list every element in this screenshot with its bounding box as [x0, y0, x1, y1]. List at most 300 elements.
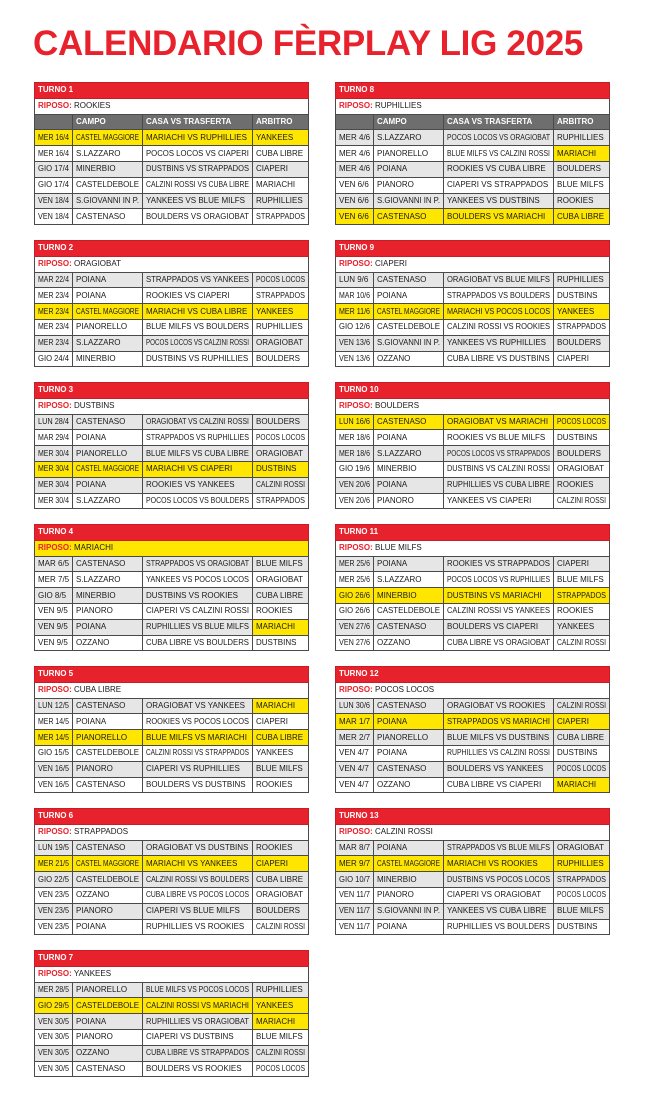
match-campo: PIANORELLO — [73, 730, 143, 746]
match-date: MER 21/5 — [35, 856, 73, 872]
column-header-match: CASA VS TRASFERTA — [444, 114, 554, 130]
riposo-row — [35, 98, 309, 114]
riposo-team: RUPHILLIES — [375, 101, 422, 111]
match-row — [35, 730, 309, 746]
riposo-cell — [336, 256, 610, 272]
match-arbitro: DUSTBINS — [554, 288, 610, 304]
turno-table — [335, 666, 610, 793]
column-header-date — [336, 114, 374, 130]
match-match: POCOS LOCOS VS CIAPERI — [143, 146, 253, 162]
match-campo: MINERBIO — [73, 351, 143, 367]
match-date: VEN 13/6 — [336, 351, 374, 367]
match-arbitro: ORAGIOBAT — [253, 446, 309, 462]
match-arbitro: STRAPPADOS — [253, 493, 309, 509]
match-arbitro: ROOKIES — [253, 840, 309, 856]
match-row — [336, 319, 610, 335]
match-match: POCOS LOCOS VS CALZINI ROSSI — [143, 335, 253, 351]
match-row — [35, 161, 309, 177]
match-row — [35, 130, 309, 146]
turno-table — [34, 524, 309, 651]
riposo-row — [336, 682, 610, 698]
match-match: CALZINI ROSSI VS MARIACHI — [143, 998, 253, 1014]
match-campo: PIANORELLO — [374, 146, 444, 162]
match-date: VEN 4/7 — [336, 745, 374, 761]
match-campo: CASTENASO — [374, 414, 444, 430]
match-campo: POIANA — [374, 919, 444, 935]
match-date: MAR 1/7 — [336, 714, 374, 730]
match-row — [35, 209, 309, 225]
match-campo: PIANORELLO — [374, 730, 444, 746]
match-arbitro: STRAPPADOS — [253, 288, 309, 304]
turno-table — [34, 950, 309, 1077]
match-row — [336, 588, 610, 604]
match-arbitro: MARIACHI — [253, 619, 309, 635]
match-date: MER 23/4 — [35, 304, 73, 320]
riposo-team: ORAGIOBAT — [74, 259, 121, 269]
riposo-team: CALZINI ROSSI — [375, 827, 433, 837]
match-arbitro: ROOKIES — [554, 193, 610, 209]
match-arbitro: CUBA LIBRE — [253, 588, 309, 604]
match-arbitro: BLUE MILFS — [554, 903, 610, 919]
match-campo: PIANORO — [374, 887, 444, 903]
match-match: DUSTBINS VS RUPHILLIES — [143, 351, 253, 367]
match-arbitro: YANKEES — [253, 130, 309, 146]
match-campo: MINERBIO — [73, 161, 143, 177]
match-campo: CASTEL MAGGIORE — [374, 856, 444, 872]
match-date: VEN 30/5 — [35, 1014, 73, 1030]
match-match: DUSTBINS VS MARIACHI — [444, 588, 554, 604]
match-date: VEN 16/5 — [35, 777, 73, 793]
match-row — [35, 461, 309, 477]
match-row — [336, 745, 610, 761]
match-arbitro: RUPHILLIES — [554, 272, 610, 288]
match-match: ROOKIES VS STRAPPADOS — [444, 556, 554, 572]
match-row — [336, 430, 610, 446]
match-campo: MINERBIO — [73, 588, 143, 604]
match-row — [336, 193, 610, 209]
match-date: VEN 18/4 — [35, 193, 73, 209]
match-campo: POIANA — [73, 619, 143, 635]
match-match: STRAPPADOS VS YANKEES — [143, 272, 253, 288]
match-row — [336, 840, 610, 856]
match-campo: POIANA — [374, 430, 444, 446]
match-row — [35, 1014, 309, 1030]
riposo-team: STRAPPADOS — [74, 827, 129, 837]
match-row — [35, 856, 309, 872]
riposo-label: RIPOSO: — [38, 259, 72, 269]
match-date: MER 30/4 — [35, 493, 73, 509]
match-campo: POIANA — [73, 714, 143, 730]
riposo-team: CIAPERI — [375, 259, 408, 269]
page-title: CALENDARIO FÈRPLAY LIG 2025 — [33, 24, 584, 63]
riposo-cell — [336, 682, 610, 698]
match-match: CUBA LIBRE VS BOULDERS — [143, 635, 253, 651]
match-campo: PIANORO — [374, 177, 444, 193]
turno-header — [35, 525, 309, 541]
match-campo: CASTELDEBOLE — [73, 177, 143, 193]
turno-title: TURNO 5 — [35, 667, 309, 683]
match-date: VEN 30/5 — [35, 1061, 73, 1077]
match-arbitro: MARIACHI — [253, 177, 309, 193]
match-match: BOULDERS VS MARIACHI — [444, 209, 554, 225]
match-arbitro: ROOKIES — [253, 777, 309, 793]
match-row — [35, 572, 309, 588]
match-row — [336, 572, 610, 588]
match-match: STRAPPADOS VS ORAGIOBAT — [143, 556, 253, 572]
turno-title: TURNO 11 — [336, 525, 610, 541]
riposo-label: RIPOSO: — [38, 827, 72, 837]
match-match: ORAGIOBAT VS CALZINI ROSSI — [143, 414, 253, 430]
match-campo: CASTENASO — [73, 777, 143, 793]
match-match: ORAGIOBAT VS YANKEES — [143, 698, 253, 714]
match-campo: POIANA — [374, 477, 444, 493]
riposo-cell — [336, 540, 610, 556]
match-campo: POIANA — [73, 288, 143, 304]
turno-table — [335, 240, 610, 367]
match-match: BLUE MILFS VS POCOS LOCOS — [143, 982, 253, 998]
turno-title: TURNO 3 — [35, 383, 309, 399]
match-arbitro: CUBA LIBRE — [554, 730, 610, 746]
turno-table — [34, 666, 309, 793]
match-date: GIO 26/6 — [336, 588, 374, 604]
riposo-row — [35, 398, 309, 414]
riposo-row — [336, 256, 610, 272]
match-row — [336, 903, 610, 919]
match-match: DUSTBINS VS STRAPPADOS — [143, 161, 253, 177]
riposo-team: MARIACHI — [74, 543, 114, 553]
match-date: MER 4/6 — [336, 161, 374, 177]
match-arbitro: STRAPPADOS — [253, 209, 309, 225]
match-campo: CASTELDEBOLE — [73, 872, 143, 888]
match-match: CIAPERI VS RUPHILLIES — [143, 761, 253, 777]
riposo-cell — [35, 98, 309, 114]
match-date: MER 25/6 — [336, 556, 374, 572]
match-arbitro: CALZINI ROSSI — [253, 919, 309, 935]
match-date: VEN 9/5 — [35, 603, 73, 619]
match-arbitro: BLUE MILFS — [253, 1029, 309, 1045]
match-match: YANKEES VS CIAPERI — [444, 493, 554, 509]
column-header-campo: CAMPO — [73, 114, 143, 130]
match-date: LUN 12/5 — [35, 698, 73, 714]
match-campo: CASTEL MAGGIORE — [73, 461, 143, 477]
match-date: VEN 11/7 — [336, 919, 374, 935]
match-arbitro: YANKEES — [253, 998, 309, 1014]
turno-title: TURNO 12 — [336, 667, 610, 683]
match-row — [35, 903, 309, 919]
match-date: GIO 15/5 — [35, 745, 73, 761]
match-arbitro: RUPHILLIES — [253, 193, 309, 209]
riposo-cell — [336, 98, 610, 114]
match-match: BLUE MILFS VS DUSTBINS — [444, 730, 554, 746]
match-row — [35, 919, 309, 935]
match-match: RUPHILLIES VS ORAGIOBAT — [143, 1014, 253, 1030]
match-match: BOULDERS VS ORAGIOBAT — [143, 209, 253, 225]
match-campo: POIANA — [73, 272, 143, 288]
riposo-team: ROOKIES — [74, 101, 111, 111]
match-date: LUN 28/4 — [35, 414, 73, 430]
match-date: GIO 24/4 — [35, 351, 73, 367]
match-row — [336, 919, 610, 935]
match-match: CUBA LIBRE VS STRAPPADOS — [143, 1045, 253, 1061]
match-arbitro: CIAPERI — [253, 856, 309, 872]
match-row — [35, 335, 309, 351]
match-campo: CASTEL MAGGIORE — [374, 304, 444, 320]
match-row — [336, 461, 610, 477]
match-match: RUPHILLIES VS BLUE MILFS — [143, 619, 253, 635]
match-match: MARIACHI VS CUBA LIBRE — [143, 304, 253, 320]
match-date: GIO 10/7 — [336, 872, 374, 888]
match-arbitro: BOULDERS — [554, 335, 610, 351]
turno-header — [336, 383, 610, 399]
riposo-label: RIPOSO: — [339, 543, 373, 553]
column-header-row — [336, 114, 610, 130]
match-arbitro: BOULDERS — [253, 351, 309, 367]
match-row — [336, 556, 610, 572]
match-row — [35, 493, 309, 509]
riposo-label: RIPOSO: — [38, 969, 72, 979]
match-arbitro: BLUE MILFS — [554, 177, 610, 193]
match-match: ROOKIES VS POCOS LOCOS — [143, 714, 253, 730]
riposo-label: RIPOSO: — [38, 685, 72, 695]
match-match: MARIACHI VS RUPHILLIES — [143, 130, 253, 146]
match-row — [35, 619, 309, 635]
turno-header — [336, 241, 610, 257]
match-arbitro: ROOKIES — [554, 603, 610, 619]
match-date: VEN 20/6 — [336, 477, 374, 493]
match-date: MER 14/5 — [35, 714, 73, 730]
riposo-row — [336, 98, 610, 114]
match-arbitro: CALZINI ROSSI — [554, 493, 610, 509]
match-row — [336, 272, 610, 288]
riposo-label: RIPOSO: — [38, 543, 72, 553]
match-arbitro: BLUE MILFS — [253, 761, 309, 777]
riposo-team: BOULDERS — [375, 401, 420, 411]
match-row — [336, 603, 610, 619]
match-arbitro: RUPHILLIES — [253, 982, 309, 998]
turno-title: TURNO 7 — [35, 951, 309, 967]
match-row — [336, 146, 610, 162]
match-arbitro: ROOKIES — [253, 603, 309, 619]
match-arbitro: ORAGIOBAT — [554, 840, 610, 856]
match-date: VEN 18/4 — [35, 209, 73, 225]
turno-title: TURNO 4 — [35, 525, 309, 541]
turno-title: TURNO 13 — [336, 809, 610, 825]
match-match: STRAPPADOS VS BOULDERS — [444, 288, 554, 304]
match-campo: POIANA — [374, 288, 444, 304]
match-campo: CASTELDEBOLE — [374, 603, 444, 619]
match-match: CALZINI ROSSI VS YANKEES — [444, 603, 554, 619]
riposo-cell — [35, 256, 309, 272]
match-row — [336, 161, 610, 177]
match-campo: OZZANO — [374, 351, 444, 367]
match-campo: POIANA — [374, 840, 444, 856]
turno-title: TURNO 1 — [35, 83, 309, 99]
turno-header — [35, 951, 309, 967]
match-match: BLUE MILFS VS BOULDERS — [143, 319, 253, 335]
match-campo: PIANORELLO — [73, 446, 143, 462]
match-match: MARIACHI VS POCOS LOCOS — [444, 304, 554, 320]
match-arbitro: YANKEES — [554, 304, 610, 320]
match-date: MER 4/6 — [336, 146, 374, 162]
match-campo: OZZANO — [73, 887, 143, 903]
match-match: POCOS LOCOS VS RUPHILLIES — [444, 572, 554, 588]
match-campo: S.LAZZARO — [374, 572, 444, 588]
match-date: GIO 17/4 — [35, 161, 73, 177]
riposo-label: RIPOSO: — [339, 259, 373, 269]
match-row — [35, 777, 309, 793]
match-campo: OZZANO — [374, 635, 444, 651]
match-date: VEN 11/7 — [336, 903, 374, 919]
column-header-campo: CAMPO — [374, 114, 444, 130]
match-match: CALZINI ROSSI VS STRAPPADOS — [143, 745, 253, 761]
match-row — [35, 998, 309, 1014]
match-arbitro: POCOS LOCOS — [554, 414, 610, 430]
riposo-cell — [35, 966, 309, 982]
match-arbitro: YANKEES — [554, 619, 610, 635]
match-campo: S.GIOVANNI IN P. — [374, 193, 444, 209]
match-arbitro: ORAGIOBAT — [253, 335, 309, 351]
match-match: ORAGIOBAT VS ROOKIES — [444, 698, 554, 714]
match-campo: POIANA — [374, 161, 444, 177]
match-arbitro: POCOS LOCOS — [253, 272, 309, 288]
match-campo: CASTENASO — [374, 272, 444, 288]
match-match: BOULDERS VS CIAPERI — [444, 619, 554, 635]
riposo-team: CUBA LIBRE — [74, 685, 122, 695]
match-row — [336, 130, 610, 146]
match-match: BLUE MILFS VS CALZINI ROSSI — [444, 146, 554, 162]
match-row — [35, 603, 309, 619]
match-arbitro: DUSTBINS — [554, 430, 610, 446]
turno-header — [336, 83, 610, 99]
match-row — [336, 635, 610, 651]
match-match: CIAPERI VS DUSTBINS — [143, 1029, 253, 1045]
match-date: MER 23/4 — [35, 335, 73, 351]
match-row — [336, 730, 610, 746]
match-row — [336, 288, 610, 304]
match-date: MAR 29/4 — [35, 430, 73, 446]
riposo-label: RIPOSO: — [38, 401, 72, 411]
match-row — [336, 414, 610, 430]
match-campo: POIANA — [73, 477, 143, 493]
match-row — [336, 209, 610, 225]
match-date: VEN 11/7 — [336, 887, 374, 903]
match-row — [35, 635, 309, 651]
match-match: YANKEES VS DUSTBINS — [444, 193, 554, 209]
match-date: MER 16/4 — [35, 146, 73, 162]
match-campo: PIANORO — [73, 1029, 143, 1045]
match-campo: S.LAZZARO — [73, 572, 143, 588]
turno-table — [34, 82, 309, 225]
match-date: MER 30/4 — [35, 446, 73, 462]
match-date: LUN 16/6 — [336, 414, 374, 430]
match-row — [35, 588, 309, 604]
match-campo: POIANA — [374, 556, 444, 572]
match-arbitro: ORAGIOBAT — [253, 887, 309, 903]
turno-table — [335, 382, 610, 509]
match-campo: CASTENASO — [73, 209, 143, 225]
match-row — [35, 177, 309, 193]
turno-header — [35, 809, 309, 825]
match-match: POCOS LOCOS VS BOULDERS — [143, 493, 253, 509]
match-date: MER 18/6 — [336, 430, 374, 446]
match-date: GIO 22/5 — [35, 872, 73, 888]
turno-title: TURNO 10 — [336, 383, 610, 399]
match-row — [336, 887, 610, 903]
match-row — [336, 714, 610, 730]
riposo-row — [336, 824, 610, 840]
match-match: DUSTBINS VS ROOKIES — [143, 588, 253, 604]
match-match: RUPHILLIES VS CUBA LIBRE — [444, 477, 554, 493]
match-row — [35, 840, 309, 856]
match-campo: OZZANO — [73, 1045, 143, 1061]
match-match: CUBA LIBRE VS DUSTBINS — [444, 351, 554, 367]
match-row — [35, 714, 309, 730]
match-row — [336, 335, 610, 351]
match-campo: CASTENASO — [374, 209, 444, 225]
turno-header — [35, 667, 309, 683]
match-campo: CASTENASO — [374, 761, 444, 777]
match-row — [35, 288, 309, 304]
match-date: VEN 9/5 — [35, 619, 73, 635]
riposo-team: BLUE MILFS — [375, 543, 422, 553]
match-match: YANKEES VS POCOS LOCOS — [143, 572, 253, 588]
turno-table — [335, 808, 610, 935]
match-row — [336, 619, 610, 635]
riposo-cell — [35, 398, 309, 414]
match-arbitro: STRAPPADOS — [554, 588, 610, 604]
match-campo: CASTENASO — [374, 619, 444, 635]
turno-title: TURNO 2 — [35, 241, 309, 257]
riposo-cell — [35, 682, 309, 698]
match-match: STRAPPADOS VS MARIACHI — [444, 714, 554, 730]
match-campo: MINERBIO — [374, 872, 444, 888]
match-date: MER 25/6 — [336, 572, 374, 588]
match-date: GIO 17/4 — [35, 177, 73, 193]
match-arbitro: BOULDERS — [253, 903, 309, 919]
match-campo: MINERBIO — [374, 588, 444, 604]
match-date: VEN 16/5 — [35, 761, 73, 777]
match-date: VEN 6/6 — [336, 177, 374, 193]
match-arbitro: BOULDERS — [554, 446, 610, 462]
match-arbitro: CIAPERI — [554, 556, 610, 572]
match-campo: MINERBIO — [374, 461, 444, 477]
turno-header — [35, 241, 309, 257]
match-arbitro: DUSTBINS — [554, 919, 610, 935]
match-match: DUSTBINS VS POCOS LOCOS — [444, 872, 554, 888]
match-row — [35, 1061, 309, 1077]
match-campo: OZZANO — [73, 635, 143, 651]
riposo-row — [336, 540, 610, 556]
match-row — [35, 146, 309, 162]
match-date: MER 11/6 — [336, 304, 374, 320]
match-match: MARIACHI VS CIAPERI — [143, 461, 253, 477]
match-match: BLUE MILFS VS MARIACHI — [143, 730, 253, 746]
match-date: GIO 26/6 — [336, 603, 374, 619]
match-campo: OZZANO — [374, 777, 444, 793]
match-date: MER 9/7 — [336, 856, 374, 872]
match-date: VEN 27/6 — [336, 635, 374, 651]
match-arbitro: ORAGIOBAT — [253, 572, 309, 588]
match-date: VEN 4/7 — [336, 777, 374, 793]
match-match: YANKEES VS BLUE MILFS — [143, 193, 253, 209]
match-campo: CASTELDEBOLE — [73, 998, 143, 1014]
match-arbitro: MARIACHI — [253, 1014, 309, 1030]
match-campo: CASTENASO — [73, 1061, 143, 1077]
match-date: MAR 8/7 — [336, 840, 374, 856]
match-arbitro: CIAPERI — [253, 714, 309, 730]
match-match: CUBA LIBRE VS ORAGIOBAT — [444, 635, 554, 651]
match-arbitro: MARIACHI — [554, 146, 610, 162]
